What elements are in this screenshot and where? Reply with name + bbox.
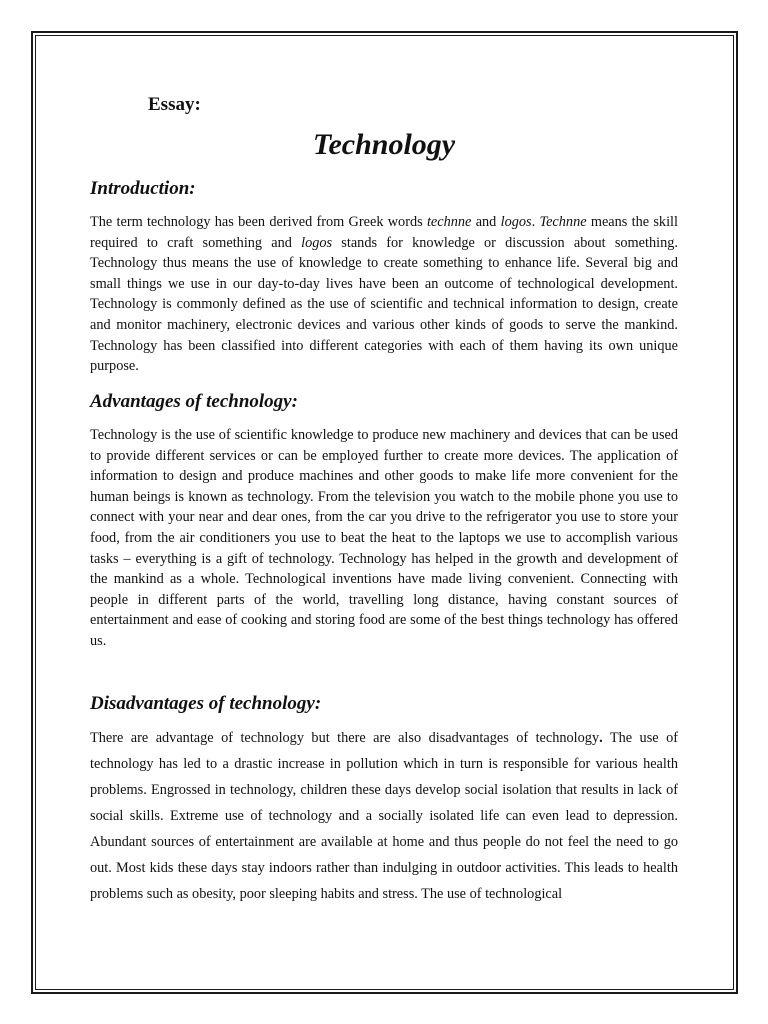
italic-term: Technne	[539, 214, 587, 230]
text-run: means the skill required to craft something and	[90, 214, 678, 251]
heading-advantages: Advantages of technology:	[90, 391, 298, 412]
text-run: The use of technology has led to a drastic increase in pollution which in turn is responsible for various health problems. Engrossed in technology, children these days develop social isolation that results in lack of social skills. Extreme use of technology and a socially isolated life can even lead to depression. Abundant sources of entertainment are available at home and thus people do not feel the need to go out. Most kids these days stay indoors rather than indulging in outdoor activities. This leads to health problems such as obesity, poor sleeping habits and stress. The use of technological	[90, 730, 678, 902]
heading-introduction: Introduction:	[90, 178, 196, 199]
italic-term: logos	[301, 234, 333, 251]
paragraph-disadvantages	[90, 725, 678, 907]
paragraph-advantages	[90, 425, 678, 652]
essay-label: Essay:	[148, 94, 201, 115]
text-run: The term technology has been derived from Greek words	[90, 214, 427, 230]
document-title: Technology	[312, 128, 456, 161]
text-run: and	[471, 214, 501, 230]
text-run: stands for knowledge or discussion about something. Technology thus means the use of knowledge to create something to enhance life. Several big and small things we use in our day-to-day lives have been an outcome of technological development. Technology is commonly defined as the use of scientific and technical information to design, create and monitor machinery, electronic devices and various other kinds of goods to serve the mankind. Technology has been classified into different categories with each of them having its own unique purpose.	[90, 234, 678, 375]
bold-run: .	[599, 730, 603, 746]
heading-disadvantages: Disadvantages of technology:	[90, 693, 322, 714]
paragraph-introduction	[90, 212, 678, 377]
text-run: .	[531, 214, 540, 230]
text-run: Technology is the use of scientific knowledge to produce new machinery and devices that can be used to provide different services or can be employed further to create more devices. The application of information to design and produce machines and other goods to make life more convenient for the human beings is known as technology. From the television you watch to the mobile phone you use to connect with your near and dear ones, from the car you drive to the refrigerator you use to store your food, from the air conditioners you use to beat the heat to the laptops we use to accomplish various tasks – everything is a gift of technology. Technology has helped in the growth and development of the mankind as a whole. Technological inventions have made living convenient. Connecting with people in different parts of the world, travelling long distance, having constant sources of entertainment and ease of cooking and storing food are some of the best things technology has offered us.	[90, 427, 678, 649]
italic-term: logos	[500, 214, 532, 230]
italic-term: technne	[426, 214, 472, 230]
text-run: There are advantage of technology but there are also disadvantages of technology	[90, 730, 600, 746]
